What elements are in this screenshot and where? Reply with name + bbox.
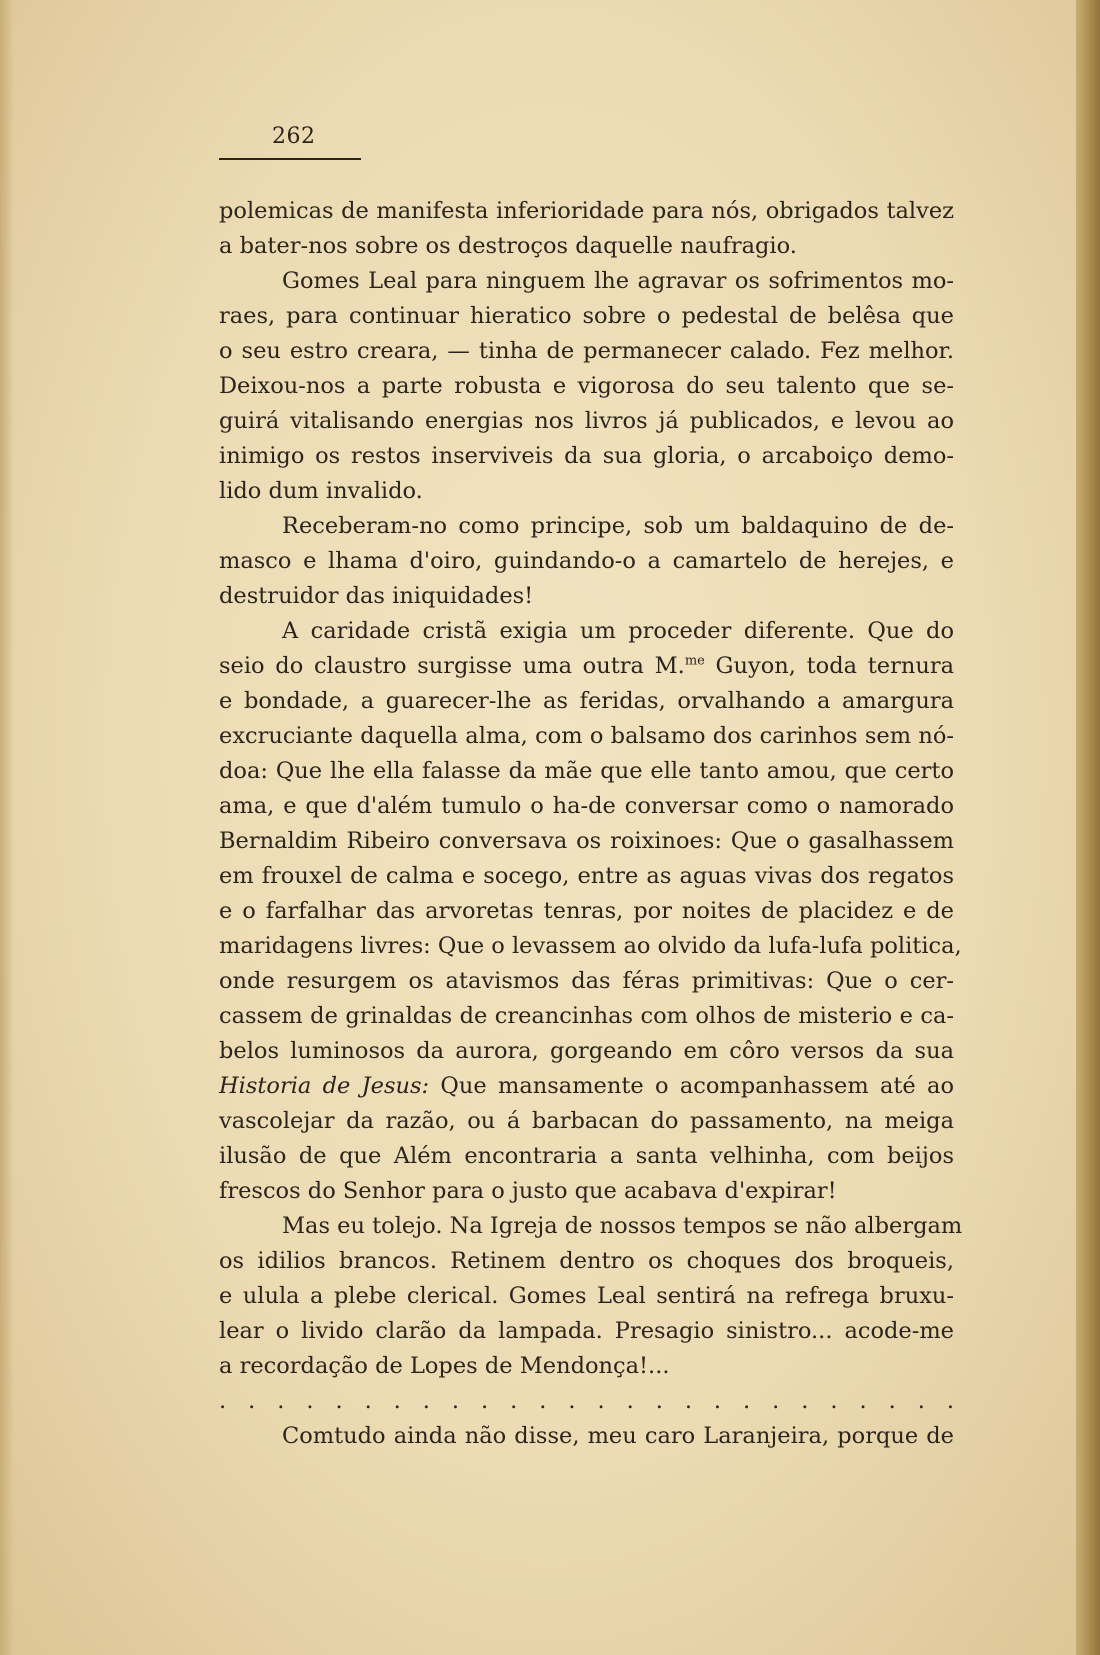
text-line: doa: Que lhe ella falasse da mãe que elle tanto amou, que certo (219, 758, 954, 784)
text-line: frescos do Senhor para o justo que acabava d'expirar! (219, 1178, 837, 1204)
text-line-italic (219, 1069, 954, 1104)
text-line: lido dum invalido. (219, 478, 423, 504)
text-line: excruciante daquella alma, com o balsamo dos carinhos sem nó- (219, 723, 954, 749)
text-segment: Guyon, toda ternura (704, 653, 954, 679)
page-number-rule (219, 158, 361, 160)
text-line: Comtudo ainda não disse, meu caro Laranjeira, porque de (282, 1423, 954, 1449)
text-line: guirá vitalisando energias nos livros já publicados, e levou ao (219, 408, 954, 434)
text-segment: Que mansamente o acompanhassem até ao (429, 1073, 955, 1099)
text-line: em frouxel de calma e socego, entre as aguas vivas dos regatos (219, 863, 954, 889)
text-line-superscript (219, 649, 954, 684)
text-line: Receberam-no como principe, sob um baldaquino de de- (282, 513, 954, 539)
text-line: Bernaldim Ribeiro conversava os roixinoes: Que o gasalhassem (219, 828, 954, 854)
superscript: me (684, 653, 705, 669)
body-text (219, 194, 963, 1454)
text-line: A caridade cristã exigia um proceder diferente. Que do (282, 618, 954, 644)
text-line: o seu estro creara, — tinha de permanecer calado. Fez melhor. (219, 338, 954, 364)
ellipsis-separator: . . . . . . . . . . . . . . . . . . . . . . . . . . (219, 1388, 954, 1414)
text-segment: seio do claustro surgisse uma outra M. (219, 653, 685, 679)
text-line: raes, para continuar hieratico sobre o pedestal de belêsa que (219, 303, 954, 329)
text-line: e ulula a plebe clerical. Gomes Leal sentirá na refrega bruxu- (219, 1283, 954, 1309)
page-number: 262 (272, 124, 316, 149)
text-line: destruidor das iniquidades! (219, 583, 534, 609)
text-line: lear o livido clarão da lampada. Presagio sinistro... acode-me (219, 1318, 954, 1344)
text-line: ilusão de que Além encontraria a santa velhinha, com beijos (219, 1143, 954, 1169)
page-edge-left (0, 0, 14, 1655)
page-edge-right (1076, 0, 1100, 1655)
text-line: maridagens livres: Que o levassem ao olvido da lufa-lufa politica, (219, 933, 962, 959)
text-line: ama, e que d'além tumulo o ha-de conversar como o namorado (219, 793, 954, 819)
text-line: Gomes Leal para ninguem lhe agravar os sofrimentos mo- (282, 268, 954, 294)
book-title-italic: Historia de Jesus: (219, 1073, 430, 1099)
text-line: masco e lhama d'oiro, guindando-o a camartelo de herejes, e (219, 548, 954, 574)
text-line: onde resurgem os atavismos das féras primitivas: Que o cer- (219, 968, 954, 994)
text-line: a recordação de Lopes de Mendonça!... (219, 1353, 670, 1379)
text-line: vascolejar da razão, ou á barbacan do passamento, na meiga (219, 1108, 954, 1134)
text-line: cassem de grinaldas de creancinhas com olhos de misterio e ca- (219, 1003, 954, 1029)
text-line: e bondade, a guarecer-lhe as feridas, orvalhando a amargura (219, 688, 954, 714)
text-line: polemicas de manifesta inferioridade para nós, obrigados talvez (219, 198, 954, 224)
text-line: belos luminosos da aurora, gorgeando em côro versos da sua (219, 1038, 954, 1064)
text-line: Deixou-nos a parte robusta e vigorosa do seu talento que se- (219, 373, 954, 399)
text-line: os idilios brancos. Retinem dentro os choques dos broqueis, (219, 1248, 954, 1274)
text-line: a bater-nos sobre os destroços daquelle naufragio. (219, 233, 797, 259)
text-line: inimigo os restos inserviveis da sua gloria, o arcaboiço demo- (219, 443, 954, 469)
text-line: Mas eu tolejo. Na Igreja de nossos tempos se não albergam (282, 1213, 963, 1239)
text-line: e o farfalhar das arvoretas tenras, por noites de placidez e de (219, 898, 954, 924)
